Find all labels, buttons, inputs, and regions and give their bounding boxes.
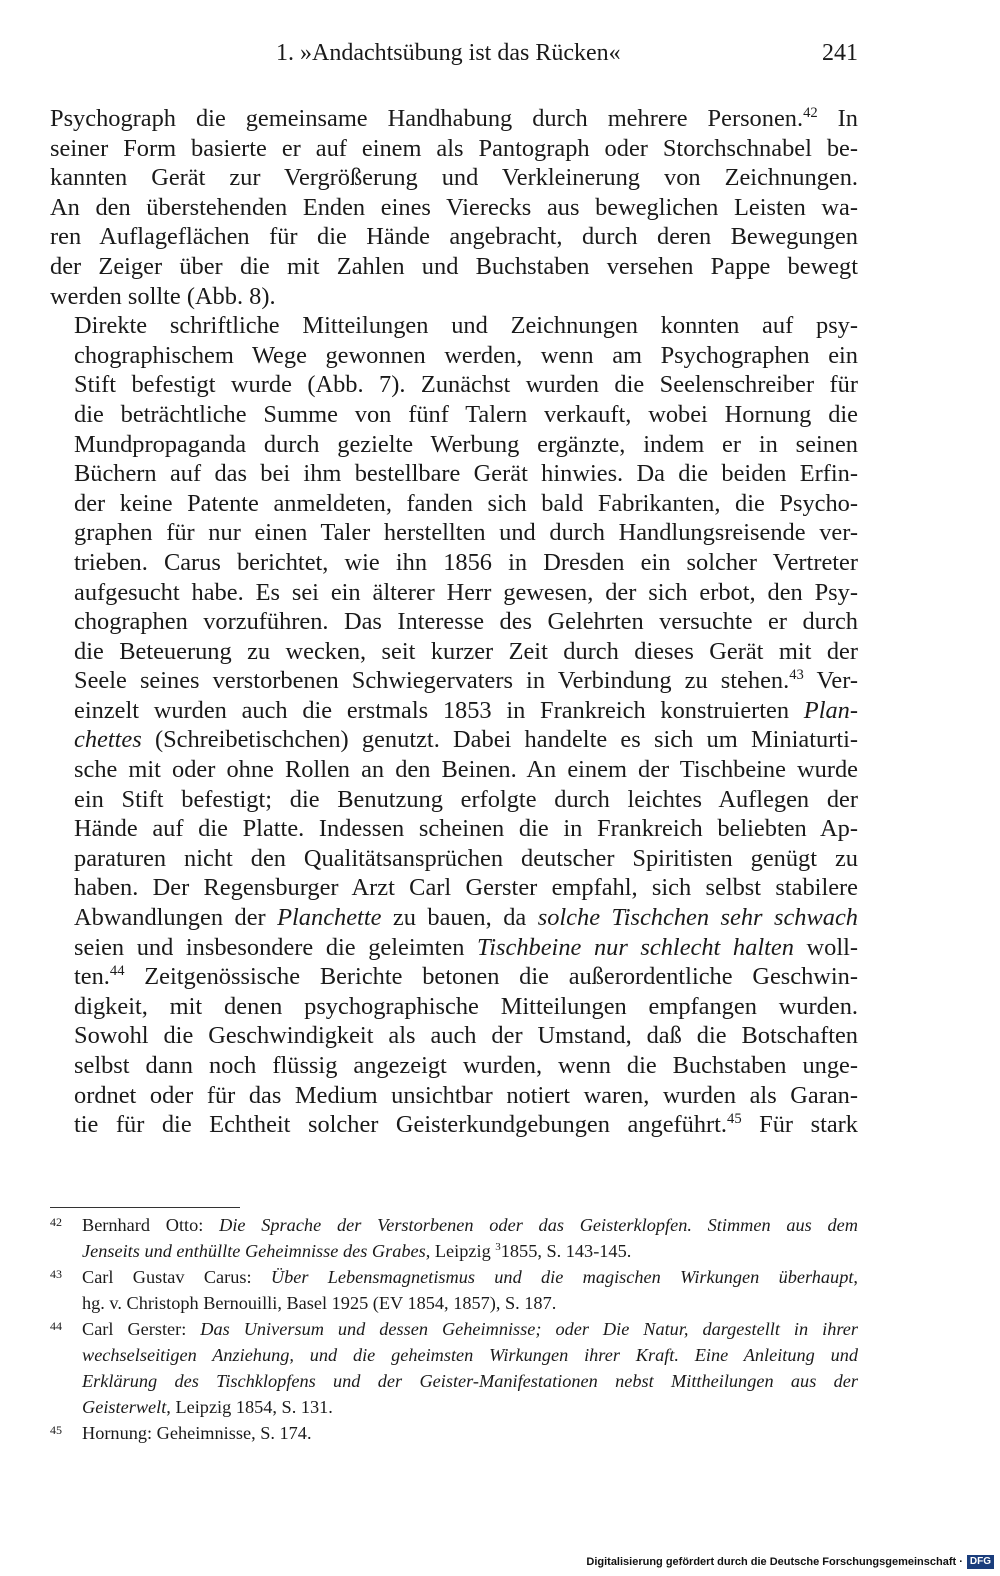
text-line: die beträchtliche Summe von fünf Talern verkauft, wobei Hornung die xyxy=(74,400,858,428)
text-line: einzelt wurden auch die erstmals 1853 in Frankreich konstruierten Plan- xyxy=(74,696,858,724)
text-line: seien und insbesondere die geleimten Tischbeine nur schlecht halten woll- xyxy=(74,933,858,961)
footnote-line: Jenseits und enthüllte Geheimnisse des Grabes, Leipzig $^3$1855, S. 143-145. xyxy=(82,1240,632,1261)
footnote-line: hg. v. Christoph Bernouilli, Basel 1925 (EV 1854, 1857), S. 187. xyxy=(82,1293,557,1313)
text-line: chettes (Schreibetischchen) genutzt. Dabei handelte es sich um Miniaturti- xyxy=(74,726,858,754)
text-line: aufgesucht habe. Es sei ein älterer Herr gewesen, der sich erbot, den Psy- xyxy=(74,578,858,606)
footnote-divider xyxy=(50,1207,240,1208)
text-line: Mundpropaganda durch gezielte Werbung ergänzte, indem er in seinen xyxy=(74,430,858,458)
text-line: Stift befestigt wurde (Abb. 7). Zunächst wurden die Seelenschreiber für xyxy=(74,371,858,399)
text-line: Büchern auf das bei ihm bestellbare Gerät hinwies. Da die beiden Erfin- xyxy=(74,460,858,488)
page-number: 241 xyxy=(822,40,858,66)
text-line: digkeit, mit denen psychographische Mitteilungen empfangen wurden. xyxy=(74,992,858,1020)
text-line: ren Auflageflächen für die Hände angebracht, durch deren Bewegungen xyxy=(50,223,858,251)
footnote-number: 43 xyxy=(50,1267,62,1281)
footnote-ref-45[interactable]: 45 xyxy=(727,1111,742,1128)
footnote-line: Carl Gerster: Das Universum und dessen Geheimnisse; oder Die Natur, dargestellt in ihrer xyxy=(82,1319,858,1339)
paragraph-1 xyxy=(50,104,858,311)
text-line: haben. Der Regensburger Arzt Carl Gerster empfahl, sich selbst stabilere xyxy=(74,874,858,902)
text-line: paraturen nicht den Qualitätsansprüchen deutscher Spiritisten genügt zu xyxy=(74,844,858,872)
text-line: der keine Patente anmeldeten, fanden sich bald Fabrikanten, die Psycho- xyxy=(74,489,858,517)
footnote-line: wechselseitigen Anziehung, und die geheimsten Wirkungen ihrer Kraft. Eine Anleitung und xyxy=(82,1345,858,1365)
footnote-43 xyxy=(50,1264,858,1316)
funding-text: Digitalisierung gefördert durch die Deutsche Forschungsgemeinschaft · xyxy=(586,1556,963,1568)
footnote-42 xyxy=(50,1212,858,1264)
footnote-number: 45 xyxy=(50,1423,62,1437)
running-title: 1. »Andachtsübung ist das Rücken« xyxy=(276,40,621,66)
text-line: ordnet oder für das Medium unsichtbar notiert waren, wurden als Garan- xyxy=(74,1081,858,1109)
footnote-line: Bernhard Otto: Die Sprache der Verstorbenen oder das Geisterklopfen. Stimmen aus dem xyxy=(82,1215,858,1235)
text-line: ten.$^{44}$ Zeitgenössische Berichte betonen die außerordentliche Geschwin- xyxy=(74,963,858,991)
text-line: ein Stift befestigt; die Benutzung erfolgte durch leichtes Auflegen der xyxy=(74,785,858,813)
text-line: die Beteuerung zu wecken, seit kurzer Zeit durch dieses Gerät mit der xyxy=(74,637,858,665)
text-line: chographen vorzuführen. Das Interesse des Gelehrten versuchte er durch xyxy=(74,608,858,636)
running-header xyxy=(50,36,858,70)
footnote-line: Geisterwelt, Leipzig 1854, S. 131. xyxy=(82,1397,333,1417)
footnote-number: 44 xyxy=(50,1319,62,1333)
text-line: tie für die Echtheit solcher Geisterkundgebungen angeführt.$^{45}$ Für stark xyxy=(74,1111,858,1139)
footnote-44 xyxy=(50,1316,858,1420)
dfg-logo-icon: DFG xyxy=(967,1555,994,1569)
text-line: Psychograph die gemeinsame Handhabung durch mehrere Personen.$^{42}$ In xyxy=(50,104,858,132)
text-line: Direkte schriftliche Mitteilungen und Zeichnungen konnten auf psy- xyxy=(74,312,858,340)
text-line: sche mit oder ohne Rollen an den Beinen. An einem der Tischbeine wurde xyxy=(74,756,858,784)
footnote-line: Erklärung des Tischklopfens und der Geister-Manifestationen nebst Mittheilungen aus der xyxy=(82,1371,858,1391)
text-line: selbst dann noch flüssig angezeigt wurden, wenn die Buchstaben unge- xyxy=(74,1052,858,1079)
footnote-line: Hornung: Geheimnisse, S. 174. xyxy=(82,1423,312,1443)
text-line: werden sollte (Abb. 8). xyxy=(50,282,276,310)
paragraph-2 xyxy=(50,311,858,1140)
funding-notice xyxy=(586,1554,994,1570)
text-line: trieben. Carus berichtet, wie ihn 1856 in Dresden ein solcher Vertreter xyxy=(74,548,858,576)
body-text xyxy=(50,104,858,1140)
text-line: Sowohl die Geschwindigkeit als auch der Umstand, daß die Botschaften xyxy=(74,1022,858,1050)
footnote-ref-42[interactable]: 42 xyxy=(803,104,818,121)
text-line: chographischem Wege gewonnen werden, wenn am Psychographen ein xyxy=(74,341,858,369)
text-line: seiner Form basierte er auf einem als Pantograph oder Storchschnabel be- xyxy=(50,134,858,162)
text-line: An den überstehenden Enden eines Vierecks aus beweglichen Leisten wa- xyxy=(50,193,858,221)
text-line: kannten Gerät zur Vergrößerung und Verkleinerung von Zeichnungen. xyxy=(50,164,858,192)
text-line: graphen für nur einen Taler herstellten und durch Handlungsreisende ver- xyxy=(74,519,858,547)
text-line: Abwandlungen der Planchette zu bauen, da solche Tischchen sehr schwach xyxy=(74,904,858,932)
text-line: Hände auf die Platte. Indessen scheinen die in Frankreich beliebten Ap- xyxy=(74,815,858,843)
text-line: der Zeiger über die mit Zahlen und Buchstaben versehen Pappe bewegt xyxy=(50,252,858,280)
footnote-45 xyxy=(50,1420,858,1446)
footnote-number: 42 xyxy=(50,1215,62,1229)
footnotes xyxy=(50,1212,858,1446)
footnote-ref-44[interactable]: 44 xyxy=(109,963,125,980)
footnote-ref-43[interactable]: 43 xyxy=(789,667,804,684)
text-line: Seele seines verstorbenen Schwiegervaters in Verbindung zu stehen.$^{43}$ Ver- xyxy=(74,667,858,695)
footnote-line: Carl Gustav Carus: Über Lebensmagnetismus und die magischen Wirkungen überhaupt, xyxy=(82,1267,858,1287)
